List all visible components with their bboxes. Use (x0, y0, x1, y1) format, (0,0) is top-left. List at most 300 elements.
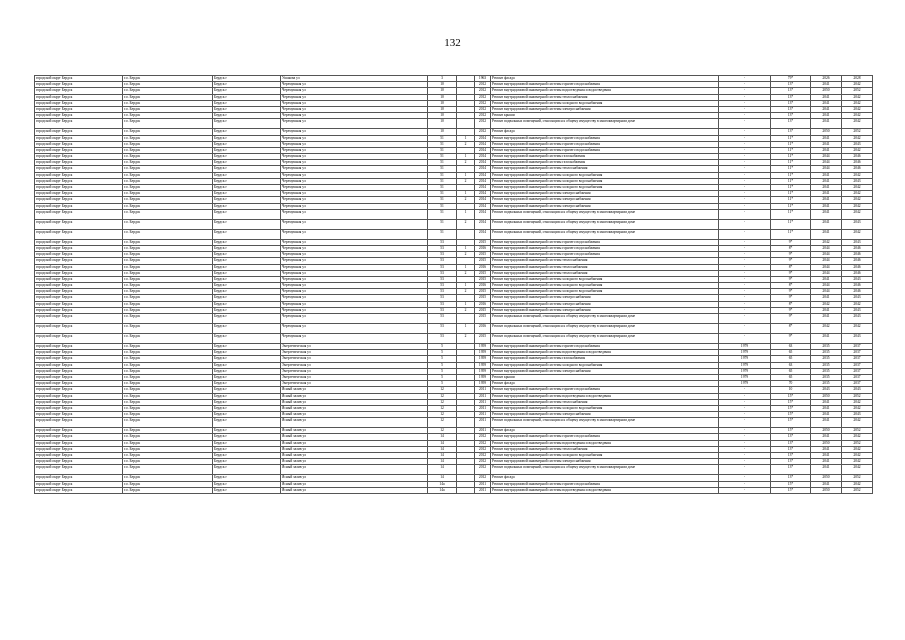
house-cell: 53 (428, 334, 457, 344)
municipality-cell: городской округ Бердск (35, 252, 123, 258)
city-cell: Бердск г (213, 160, 281, 166)
wear-cell: 15* (771, 399, 811, 405)
start-year-cell: 2041 (811, 100, 842, 106)
end-year-cell: 2043 (842, 295, 873, 301)
start-year-cell: 2044 (811, 245, 842, 251)
work-type-cell: Ремонт внутридомовой инженерной системы теплоснабжения (491, 264, 719, 270)
municipality-cell: городской округ Бердск (35, 106, 123, 112)
year-built-cell: 2014 (475, 141, 491, 147)
settlement-cell: г.о. Бердск (123, 418, 213, 428)
settlement-cell: г.о. Бердск (123, 209, 213, 219)
city-cell: Бердск г (213, 258, 281, 264)
city-cell: Бердск г (213, 82, 281, 88)
city-cell: Бердск г (213, 334, 281, 344)
end-year-cell: 2042 (842, 197, 873, 203)
house-cell: 51 (428, 141, 457, 147)
house-cell: 5 (428, 368, 457, 374)
wear-cell: 9* (771, 295, 811, 301)
house-cell: 12 (428, 393, 457, 399)
start-year-cell: 2041 (811, 412, 842, 418)
end-year-cell: 2042 (842, 94, 873, 100)
start-year-cell: 2041 (811, 106, 842, 112)
house-cell: 51 (428, 154, 457, 160)
start-year-cell: 2050 (811, 129, 842, 135)
street-cell: Черемушная ул (281, 185, 428, 191)
house-cell: 12 (428, 428, 457, 434)
start-year-cell: 2041 (811, 446, 842, 452)
year-built-cell: 2014 (475, 197, 491, 203)
work-type-cell: Ремонт фасада (491, 381, 719, 387)
house-cell: 14 (428, 465, 457, 475)
building-cell (457, 487, 475, 493)
house-cell: 53 (428, 295, 457, 301)
year-built-cell: 2016 (475, 264, 491, 270)
end-year-cell: 2042 (842, 113, 873, 119)
start-year-cell: 2041 (811, 276, 842, 282)
wear-cell: 15* (771, 412, 811, 418)
municipality-cell: городской округ Бердск (35, 307, 123, 313)
settlement-cell: г.о. Бердск (123, 160, 213, 166)
year-built-cell: 2015 (475, 239, 491, 245)
wear-cell: 79* (771, 76, 811, 82)
end-year-cell: 2028 (842, 76, 873, 82)
work-type-cell: Ремонт внутридомовой инженерной системы теплоснабжения (491, 258, 719, 264)
work-type-cell: Ремонт внутридомовой инженерной системы электроснабжения (491, 368, 719, 374)
end-year-cell: 2052 (842, 129, 873, 135)
work-type-cell: Ремонт внутридомовой инженерной системы электроснабжения (491, 203, 719, 209)
end-year-cell: 2046 (842, 252, 873, 258)
municipality-cell: городской округ Бердск (35, 324, 123, 334)
work-type-cell: Ремонт внутридомовой инженерной системы теплоснабжения (491, 399, 719, 405)
wear-cell: 13* (771, 453, 811, 459)
city-cell: Бердск г (213, 239, 281, 245)
last-repair-cell: 1979 (719, 374, 771, 380)
wear-cell: 13* (771, 100, 811, 106)
street-cell: Энергетическая ул (281, 350, 428, 356)
building-cell: 2 (457, 141, 475, 147)
last-repair-cell: - (719, 276, 771, 282)
wear-cell: 11* (771, 191, 811, 197)
last-repair-cell: - (719, 387, 771, 393)
end-year-cell: 2043 (842, 307, 873, 313)
street-cell: Черемушная ул (281, 166, 428, 172)
city-cell: Бердск г (213, 387, 281, 393)
city-cell: Бердск г (213, 434, 281, 440)
settlement-cell: г.о. Бердск (123, 258, 213, 264)
settlement-cell: г.о. Бердск (123, 129, 213, 135)
wear-cell: 9* (771, 289, 811, 295)
municipality-cell: городской округ Бердск (35, 229, 123, 239)
year-built-cell: 2014 (475, 178, 491, 184)
settlement-cell: г.о. Бердск (123, 264, 213, 270)
settlement-cell: г.о. Бердск (123, 94, 213, 100)
municipality-cell: городской округ Бердск (35, 350, 123, 356)
wear-cell: 8* (771, 264, 811, 270)
start-year-cell: 2035 (811, 350, 842, 356)
last-repair-cell: - (719, 154, 771, 160)
work-type-cell: Ремонт внутридомовой инженерной системы газоснабжения (491, 154, 719, 160)
street-cell: Черемушная ул (281, 203, 428, 209)
year-built-cell: 2011 (475, 405, 491, 411)
year-built-cell: 2012 (475, 465, 491, 475)
building-cell: 2 (457, 160, 475, 166)
year-built-cell: 2016 (475, 283, 491, 289)
last-repair-cell: - (719, 185, 771, 191)
house-cell: 53 (428, 283, 457, 289)
wear-cell: 8* (771, 283, 811, 289)
end-year-cell: 2043 (842, 314, 873, 324)
settlement-cell: г.о. Бердск (123, 135, 213, 141)
start-year-cell: 2041 (811, 203, 842, 209)
street-cell: Черемушная ул (281, 178, 428, 184)
year-built-cell: 2012 (475, 119, 491, 129)
house-cell: 5 (428, 356, 457, 362)
building-cell (457, 465, 475, 475)
year-built-cell: 2014 (475, 154, 491, 160)
street-cell: Черемушная ул (281, 258, 428, 264)
wear-cell: 13* (771, 82, 811, 88)
last-repair-cell: - (719, 446, 771, 452)
start-year-cell: 2044 (811, 264, 842, 270)
settlement-cell: г.о. Бердск (123, 82, 213, 88)
year-built-cell: 1959 (475, 356, 491, 362)
last-repair-cell: - (719, 141, 771, 147)
last-repair-cell: - (719, 197, 771, 203)
street-cell: Энергетическая ул (281, 362, 428, 368)
municipality-cell: городской округ Бердск (35, 129, 123, 135)
work-type-cell: Ремонт внутридомовой инженерной системы холодного водоснабжения (491, 172, 719, 178)
year-built-cell: 2011 (475, 393, 491, 399)
year-built-cell: 1959 (475, 381, 491, 387)
work-type-cell: Ремонт фасада (491, 129, 719, 135)
house-cell: 53 (428, 301, 457, 307)
work-type-cell: Ремонт внутридомовой инженерной системы горячего водоснабжения (491, 141, 719, 147)
last-repair-cell: - (719, 203, 771, 209)
city-cell: Бердск г (213, 166, 281, 172)
start-year-cell: 2041 (811, 459, 842, 465)
year-built-cell: 2014 (475, 166, 491, 172)
start-year-cell: 2041 (811, 314, 842, 324)
settlement-cell: г.о. Бердск (123, 141, 213, 147)
house-cell: 51 (428, 209, 457, 219)
start-year-cell: 2041 (811, 147, 842, 153)
year-built-cell: 2011 (475, 418, 491, 428)
house-cell: 10 (428, 82, 457, 88)
end-year-cell: 2046 (842, 264, 873, 270)
settlement-cell: г.о. Бердск (123, 362, 213, 368)
last-repair-cell: - (719, 412, 771, 418)
street-cell: Ясный залив ул (281, 440, 428, 446)
last-repair-cell: - (719, 245, 771, 251)
last-repair-cell: - (719, 295, 771, 301)
wear-cell: 11* (771, 160, 811, 166)
city-cell: Бердск г (213, 135, 281, 141)
municipality-cell: городской округ Бердск (35, 172, 123, 178)
municipality-cell: городской округ Бердск (35, 387, 123, 393)
table-row (35, 487, 873, 493)
settlement-cell: г.о. Бердск (123, 276, 213, 282)
house-cell: 53 (428, 289, 457, 295)
municipality-cell: городской округ Бердск (35, 245, 123, 251)
street-cell: Ясный залив ул (281, 453, 428, 459)
year-built-cell: 2011 (475, 412, 491, 418)
city-cell: Бердск г (213, 264, 281, 270)
street-cell: Ясный залив ул (281, 446, 428, 452)
wear-cell: 11* (771, 141, 811, 147)
settlement-cell: г.о. Бердск (123, 203, 213, 209)
street-cell: Черемушная ул (281, 154, 428, 160)
work-type-cell: Ремонт внутридомовой инженерной системы горячего водоснабжения (491, 245, 719, 251)
city-cell: Бердск г (213, 381, 281, 387)
work-type-cell: Ремонт крыши (491, 113, 719, 119)
municipality-cell: городской округ Бердск (35, 481, 123, 487)
end-year-cell: 2046 (842, 245, 873, 251)
last-repair-cell: - (719, 465, 771, 475)
year-built-cell: 2014 (475, 135, 491, 141)
start-year-cell: 2041 (811, 191, 842, 197)
work-type-cell: Ремонт внутридомовой инженерной системы электроснабжения (491, 412, 719, 418)
municipality-cell: городской округ Бердск (35, 276, 123, 282)
house-cell: 12 (428, 399, 457, 405)
end-year-cell: 2043 (842, 334, 873, 344)
work-type-cell: Ремонт подвальных помещений, относящихся к общему имуществу в многоквартирном доме (491, 119, 719, 129)
street-cell: Черемушная ул (281, 324, 428, 334)
municipality-cell: городской округ Бердск (35, 113, 123, 119)
table-row (35, 209, 873, 219)
street-cell: Черемушная ул (281, 147, 428, 153)
settlement-cell: г.о. Бердск (123, 100, 213, 106)
building-cell: 2 (457, 219, 475, 229)
settlement-cell: г.о. Бердск (123, 428, 213, 434)
repair-schedule-table (34, 75, 873, 494)
city-cell: Бердск г (213, 487, 281, 493)
building-cell: 1 (457, 245, 475, 251)
house-cell: 10 (428, 106, 457, 112)
municipality-cell: городской округ Бердск (35, 119, 123, 129)
city-cell: Бердск г (213, 197, 281, 203)
start-year-cell: 2050 (811, 440, 842, 446)
start-year-cell: 2050 (811, 88, 842, 94)
settlement-cell: г.о. Бердск (123, 147, 213, 153)
municipality-cell: городской округ Бердск (35, 283, 123, 289)
city-cell: Бердск г (213, 245, 281, 251)
work-type-cell: Ремонт внутридомовой инженерной системы горячего водоснабжения (491, 135, 719, 141)
street-cell: Ясный залив ул (281, 434, 428, 440)
building-cell (457, 418, 475, 428)
city-cell: Бердск г (213, 203, 281, 209)
work-type-cell: Ремонт подвальных помещений, относящихся к общему имуществу в многоквартирном доме (491, 334, 719, 344)
house-cell: 51 (428, 219, 457, 229)
settlement-cell: г.о. Бердск (123, 453, 213, 459)
last-repair-cell: - (719, 475, 771, 481)
wear-cell: 15* (771, 405, 811, 411)
work-type-cell: Ремонт внутридомовой инженерной системы электроснабжения (491, 295, 719, 301)
year-built-cell: 2014 (475, 219, 491, 229)
wear-cell: 11* (771, 166, 811, 172)
end-year-cell: 2052 (842, 440, 873, 446)
municipality-cell: городской округ Бердск (35, 197, 123, 203)
end-year-cell: 2042 (842, 135, 873, 141)
last-repair-cell: - (719, 147, 771, 153)
street-cell: Черемушная ул (281, 191, 428, 197)
city-cell: Бердск г (213, 344, 281, 350)
year-built-cell: 2014 (475, 160, 491, 166)
house-cell: 53 (428, 276, 457, 282)
start-year-cell: 2035 (811, 356, 842, 362)
city-cell: Бердск г (213, 418, 281, 428)
end-year-cell: 2046 (842, 258, 873, 264)
work-type-cell: Ремонт внутридомовой инженерной системы электроснабжения (491, 106, 719, 112)
year-built-cell: 2011 (475, 387, 491, 393)
municipality-cell: городской округ Бердск (35, 487, 123, 493)
wear-cell: 65 (771, 356, 811, 362)
year-built-cell: 2012 (475, 440, 491, 446)
municipality-cell: городской округ Бердск (35, 368, 123, 374)
street-cell: Черемушная ул (281, 172, 428, 178)
end-year-cell: 2037 (842, 356, 873, 362)
wear-cell: 65 (771, 374, 811, 380)
municipality-cell: городской округ Бердск (35, 314, 123, 324)
city-cell: Бердск г (213, 362, 281, 368)
house-cell: 10 (428, 88, 457, 94)
end-year-cell: 2043 (842, 141, 873, 147)
street-cell: Черемушная ул (281, 301, 428, 307)
settlement-cell: г.о. Бердск (123, 487, 213, 493)
work-type-cell: Ремонт внутридомовой инженерной системы водоотведения и водоотведения (491, 487, 719, 493)
city-cell: Бердск г (213, 350, 281, 356)
year-built-cell: 2015 (475, 258, 491, 264)
wear-cell: 13* (771, 113, 811, 119)
street-cell: Черемушная ул (281, 334, 428, 344)
work-type-cell: Ремонт внутридомовой инженерной системы горячего водоснабжения (491, 147, 719, 153)
start-year-cell: 2050 (811, 475, 842, 481)
wear-cell: 15* (771, 418, 811, 428)
last-repair-cell: - (719, 160, 771, 166)
house-cell: 10 (428, 129, 457, 135)
year-built-cell: 2014 (475, 147, 491, 153)
wear-cell: 8* (771, 301, 811, 307)
last-repair-cell: - (719, 440, 771, 446)
last-repair-cell: - (719, 264, 771, 270)
street-cell: Ушакова ул (281, 76, 428, 82)
wear-cell: 9* (771, 239, 811, 245)
work-type-cell: Ремонт внутридомовой инженерной системы электроснабжения (491, 301, 719, 307)
street-cell: Энергетическая ул (281, 368, 428, 374)
municipality-cell: городской округ Бердск (35, 88, 123, 94)
year-built-cell: 2015 (475, 270, 491, 276)
house-cell: 51 (428, 172, 457, 178)
municipality-cell: городской округ Бердск (35, 381, 123, 387)
work-type-cell: Ремонт внутридомовой инженерной системы холодного водоснабжения (491, 289, 719, 295)
work-type-cell: Ремонт подвальных помещений, относящихся к общему имуществу в многоквартирном доме (491, 465, 719, 475)
house-cell: 10 (428, 113, 457, 119)
work-type-cell: Ремонт внутридомовой инженерной системы электроснабжения (491, 459, 719, 465)
start-year-cell: 2041 (811, 197, 842, 203)
work-type-cell: Ремонт внутридомовой инженерной системы водоотведения и водоотведения (491, 88, 719, 94)
end-year-cell: 2042 (842, 405, 873, 411)
work-type-cell: Ремонт внутридомовой инженерной системы холодного водоснабжения (491, 405, 719, 411)
table-row (35, 418, 873, 428)
work-type-cell: Ремонт внутридомовой инженерной системы горячего водоснабжения (491, 481, 719, 487)
year-built-cell: 2014 (475, 229, 491, 239)
wear-cell: 9* (771, 314, 811, 324)
house-cell: 14 (428, 446, 457, 452)
end-year-cell: 2043 (842, 412, 873, 418)
street-cell: Черемушная ул (281, 160, 428, 166)
last-repair-cell: - (719, 428, 771, 434)
municipality-cell: городской округ Бердск (35, 446, 123, 452)
street-cell: Ясный залив ул (281, 428, 428, 434)
building-cell: 1 (457, 135, 475, 141)
settlement-cell: г.о. Бердск (123, 434, 213, 440)
year-built-cell: 2014 (475, 203, 491, 209)
work-type-cell: Ремонт внутридомовой инженерной системы холодного водоснабжения (491, 362, 719, 368)
wear-cell: 15* (771, 428, 811, 434)
municipality-cell: городской округ Бердск (35, 418, 123, 428)
house-cell: 53 (428, 252, 457, 258)
year-built-cell: 2012 (475, 94, 491, 100)
settlement-cell: г.о. Бердск (123, 113, 213, 119)
house-cell: 51 (428, 185, 457, 191)
municipality-cell: городской округ Бердск (35, 428, 123, 434)
last-repair-cell: 1979 (719, 356, 771, 362)
settlement-cell: г.о. Бердск (123, 178, 213, 184)
city-cell: Бердск г (213, 191, 281, 197)
settlement-cell: г.о. Бердск (123, 106, 213, 112)
street-cell: Черемушная ул (281, 245, 428, 251)
last-repair-cell: 1979 (719, 362, 771, 368)
house-cell: 53 (428, 270, 457, 276)
work-type-cell: Ремонт внутридомовой инженерной системы электроснабжения (491, 307, 719, 313)
last-repair-cell: - (719, 334, 771, 344)
wear-cell: 13* (771, 94, 811, 100)
street-cell: Черемушная ул (281, 100, 428, 106)
end-year-cell: 2037 (842, 374, 873, 380)
city-cell: Бердск г (213, 100, 281, 106)
last-repair-cell: - (719, 178, 771, 184)
settlement-cell: г.о. Бердск (123, 239, 213, 245)
year-built-cell: 2014 (475, 191, 491, 197)
work-type-cell: Ремонт внутридомовой инженерной системы электроснабжения (491, 197, 719, 203)
settlement-cell: г.о. Бердск (123, 119, 213, 129)
house-cell: 10 (428, 100, 457, 106)
settlement-cell: г.о. Бердск (123, 405, 213, 411)
settlement-cell: г.о. Бердск (123, 399, 213, 405)
year-built-cell: 2014 (475, 209, 491, 219)
last-repair-cell: - (719, 119, 771, 129)
last-repair-cell: - (719, 418, 771, 428)
last-repair-cell: - (719, 88, 771, 94)
start-year-cell: 2041 (811, 295, 842, 301)
city-cell: Бердск г (213, 119, 281, 129)
last-repair-cell: 1979 (719, 368, 771, 374)
city-cell: Бердск г (213, 399, 281, 405)
building-cell: 1 (457, 264, 475, 270)
last-repair-cell: - (719, 301, 771, 307)
end-year-cell: 2052 (842, 88, 873, 94)
city-cell: Бердск г (213, 94, 281, 100)
year-built-cell: 2012 (475, 129, 491, 135)
last-repair-cell: - (719, 82, 771, 88)
year-built-cell: 2015 (475, 252, 491, 258)
start-year-cell: 2041 (811, 209, 842, 219)
start-year-cell: 2041 (811, 465, 842, 475)
building-cell: 2 (457, 270, 475, 276)
end-year-cell: 2042 (842, 399, 873, 405)
street-cell: Черемушная ул (281, 88, 428, 94)
street-cell: Ясный залив ул (281, 481, 428, 487)
city-cell: Бердск г (213, 295, 281, 301)
